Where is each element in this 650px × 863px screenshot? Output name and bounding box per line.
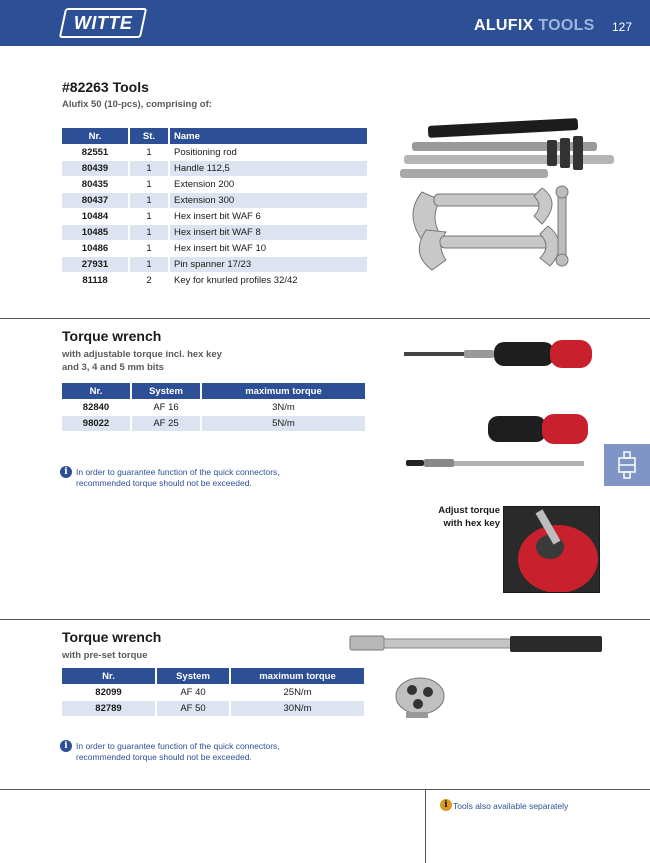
section1-table <box>62 127 367 289</box>
section-divider <box>0 789 650 790</box>
info-icon: i <box>60 466 72 478</box>
table-header-row <box>62 668 364 684</box>
col-header-max-torque: maximum torque <box>200 383 365 399</box>
cell-max-torque: 30N/m <box>229 701 364 716</box>
page-number: 127 <box>612 20 633 34</box>
table-row <box>62 161 367 176</box>
section3-note-line2: recommended torque should not be exceeded. <box>76 752 252 762</box>
profile-connector-icon <box>617 451 637 479</box>
table-row <box>62 685 364 700</box>
profile-connector-tab <box>604 444 650 486</box>
table-row <box>62 225 367 240</box>
section2-note-line1: In order to guarantee function of the quick connectors, <box>76 467 280 477</box>
cell-nr: 27931 <box>62 257 128 272</box>
cell-nr: 10486 <box>81 243 109 254</box>
cell-system: AF 25 <box>130 416 200 431</box>
section-divider <box>0 318 650 319</box>
cell-nr: 82840 <box>82 402 110 413</box>
cell-nr: 82551 <box>81 147 109 158</box>
cell-st: 1 <box>128 209 168 224</box>
cell-system: AF 16 <box>130 400 200 415</box>
table-row <box>62 209 367 224</box>
col-header-max-torque: maximum torque <box>229 668 364 684</box>
preset-torque-wrench-photo <box>348 632 608 726</box>
cell-st: 2 <box>128 273 168 288</box>
brand-title <box>474 17 595 35</box>
cell-st: 1 <box>128 193 168 208</box>
cell-name: Hex insert bit WAF 8 <box>168 225 367 240</box>
info-icon: i <box>440 799 452 811</box>
cell-st: 1 <box>128 241 168 256</box>
cell-name: Handle 112,5 <box>168 161 367 176</box>
adjust-torque-photo <box>503 506 600 593</box>
caption-line2: with hex key <box>443 518 500 529</box>
caption-line1: Adjust torque <box>438 505 500 516</box>
cell-max-torque: 25N/m <box>229 685 364 700</box>
section-divider <box>0 619 650 620</box>
col-header-st: St. <box>128 128 168 144</box>
cell-name: Hex insert bit WAF 10 <box>168 241 367 256</box>
col-header-nr: Nr. <box>62 668 155 684</box>
table-header-row <box>62 128 367 144</box>
table-row <box>62 701 364 716</box>
cell-st: 1 <box>128 177 168 192</box>
table-row <box>62 416 365 431</box>
section2-table <box>62 382 365 432</box>
cell-name: Key for knurled profiles 32/42 <box>168 273 367 288</box>
section2-subtitle-line1: with adjustable torque incl. hex key <box>62 349 222 360</box>
cell-max-torque: 3N/m <box>200 400 365 415</box>
toolset-photo <box>392 112 630 280</box>
section1-subtitle: Alufix 50 (10-pcs), comprising of: <box>62 99 212 110</box>
section3-note <box>76 741 280 763</box>
col-header-nr: Nr. <box>62 128 128 144</box>
table-row <box>62 193 367 208</box>
cell-name: Extension 300 <box>168 193 367 208</box>
section3-note-line1: In order to guarantee function of the quick connectors, <box>76 741 280 751</box>
cell-system: AF 40 <box>155 685 229 700</box>
cell-nr: 80437 <box>62 193 128 208</box>
table-row <box>62 241 367 256</box>
footer-note: Tools also available separately <box>453 801 569 811</box>
cell-st: 1 <box>128 257 168 272</box>
col-header-system: System <box>130 383 200 399</box>
cell-st: 1 <box>128 145 168 160</box>
cell-nr: 82099 <box>95 687 122 698</box>
page-header <box>0 0 650 46</box>
table-header-row <box>62 383 365 399</box>
cell-nr: 10485 <box>62 225 128 240</box>
torque-screwdriver-photo <box>402 336 602 476</box>
info-icon: i <box>60 740 72 752</box>
col-header-nr: Nr. <box>62 383 130 399</box>
cell-name: Hex insert bit WAF 6 <box>168 209 367 224</box>
section3-title: Torque wrench <box>62 629 162 645</box>
table-row <box>62 257 367 272</box>
witte-logo: WITTE <box>59 8 147 38</box>
adjust-torque-illustration <box>504 507 600 593</box>
cell-name: Extension 200 <box>168 177 367 192</box>
section2-subtitle-line2: and 3, 4 and 5 mm bits <box>62 362 164 373</box>
section1-title: #82263 Tools <box>62 79 149 95</box>
cell-nr: 98022 <box>62 416 130 431</box>
section2-title: Torque wrench <box>62 328 162 344</box>
cell-nr: 80439 <box>62 161 128 176</box>
cell-system: AF 50 <box>155 701 229 716</box>
cell-nr: 81118 <box>82 275 108 286</box>
col-header-system: System <box>155 668 229 684</box>
cell-name: Positioning rod <box>168 145 367 160</box>
brand-tools: TOOLS <box>538 17 595 34</box>
section2-note-line2: recommended torque should not be exceeded. <box>76 478 252 488</box>
section3-subtitle: with pre-set torque <box>62 650 148 661</box>
section3-table <box>62 667 364 717</box>
adjust-torque-caption <box>420 504 500 530</box>
table-row <box>62 400 365 415</box>
table-row <box>62 273 367 288</box>
footer-divider <box>425 789 426 863</box>
cell-st: 1 <box>128 225 168 240</box>
brand-alufix: ALUFIX <box>474 17 534 34</box>
cell-nr: 10484 <box>81 211 109 222</box>
cell-max-torque: 5N/m <box>200 416 365 431</box>
cell-name: Pin spanner 17/23 <box>168 257 367 272</box>
cell-st: 1 <box>128 161 168 176</box>
table-row <box>62 145 367 160</box>
table-row <box>62 177 367 192</box>
col-header-name: Name <box>168 128 367 144</box>
cell-nr: 80435 <box>81 179 109 190</box>
cell-nr: 82789 <box>62 701 155 716</box>
section2-note <box>76 467 280 489</box>
